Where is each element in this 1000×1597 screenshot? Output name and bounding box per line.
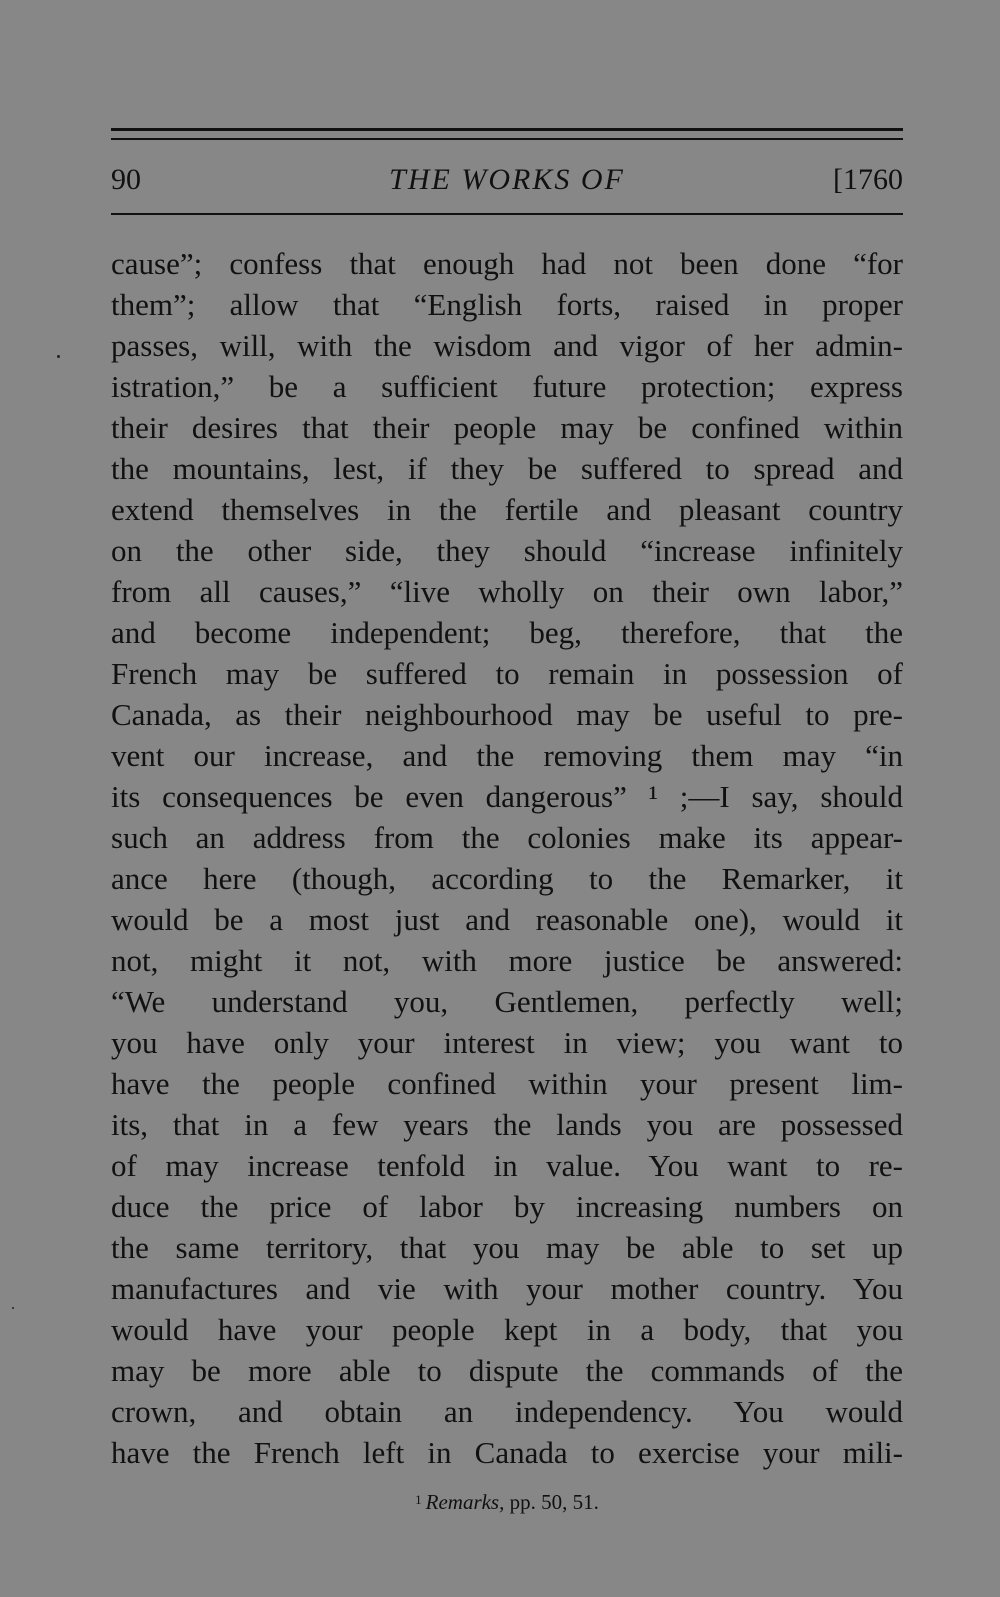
- text-line: French may be suffered to remain in possession of: [111, 656, 903, 691]
- text-line: “We understand you, Gentlemen, perfectly well;: [111, 984, 903, 1019]
- footnote-mark: 1: [415, 1492, 422, 1507]
- text-line: would be a most just and reasonable one), would it: [111, 902, 903, 937]
- text-line: the same territory, that you may be able to set up: [111, 1230, 903, 1265]
- text-line: may be more able to dispute the commands of the: [111, 1353, 903, 1388]
- text-line: and become independent; beg, therefore, that the: [111, 615, 903, 650]
- footnote-pages: pp. 50, 51.: [504, 1490, 599, 1514]
- text-line: on the other side, they should “increase infinitely: [111, 533, 903, 568]
- header-rule: [111, 213, 903, 215]
- text-line: ance here (though, according to the Remarker, it: [111, 861, 903, 896]
- text-line: not, might it not, with more justice be answered:: [111, 943, 903, 978]
- running-head: [111, 160, 903, 200]
- text-line: passes, will, with the wisdom and vigor of her admin-: [111, 328, 903, 363]
- footnote: [111, 1488, 903, 1516]
- scan-speck: [12, 1307, 14, 1309]
- text-line: its, that in a few years the lands you are possessed: [111, 1107, 903, 1142]
- scan-speck: [57, 355, 60, 358]
- top-rule: [111, 128, 903, 131]
- text-line: have the people confined within your present lim-: [111, 1066, 903, 1101]
- body-text: [111, 243, 903, 1473]
- text-line: have the French left in Canada to exercise your mili-: [111, 1435, 903, 1470]
- text-line: their desires that their people may be confined within: [111, 410, 903, 445]
- running-year: [1760: [833, 163, 903, 196]
- text-line: istration,” be a sufficient future protection; express: [111, 369, 903, 404]
- text-line: its consequences be even dangerous” ¹ ;—I say, should: [111, 779, 903, 814]
- text-line: from all causes,” “live wholly on their own labor,”: [111, 574, 903, 609]
- text-line: duce the price of labor by increasing numbers on: [111, 1189, 903, 1224]
- text-line: of may increase tenfold in value. You want to re-: [111, 1148, 903, 1183]
- text-line: cause”; confess that enough had not been done “for: [111, 246, 903, 281]
- text-line: manufactures and vie with your mother country. You: [111, 1271, 903, 1306]
- text-line: vent our increase, and the removing them may “in: [111, 738, 903, 773]
- top-rule-thin: [111, 138, 903, 140]
- text-line: the mountains, lest, if they be suffered to spread and: [111, 451, 903, 486]
- text-line: Canada, as their neighbourhood may be useful to pre-: [111, 697, 903, 732]
- text-line: crown, and obtain an independency. You would: [111, 1394, 903, 1429]
- text-line: such an address from the colonies make its appear-: [111, 820, 903, 855]
- footnote-source: Remarks,: [425, 1490, 505, 1514]
- text-line: you have only your interest in view; you want to: [111, 1025, 903, 1060]
- text-line: extend themselves in the fertile and pleasant country: [111, 492, 903, 527]
- text-line: would have your people kept in a body, that you: [111, 1312, 903, 1347]
- running-title: THE WORKS OF: [389, 163, 625, 196]
- page-number: 90: [111, 163, 141, 196]
- text-line: them”; allow that “English forts, raised in proper: [111, 287, 903, 322]
